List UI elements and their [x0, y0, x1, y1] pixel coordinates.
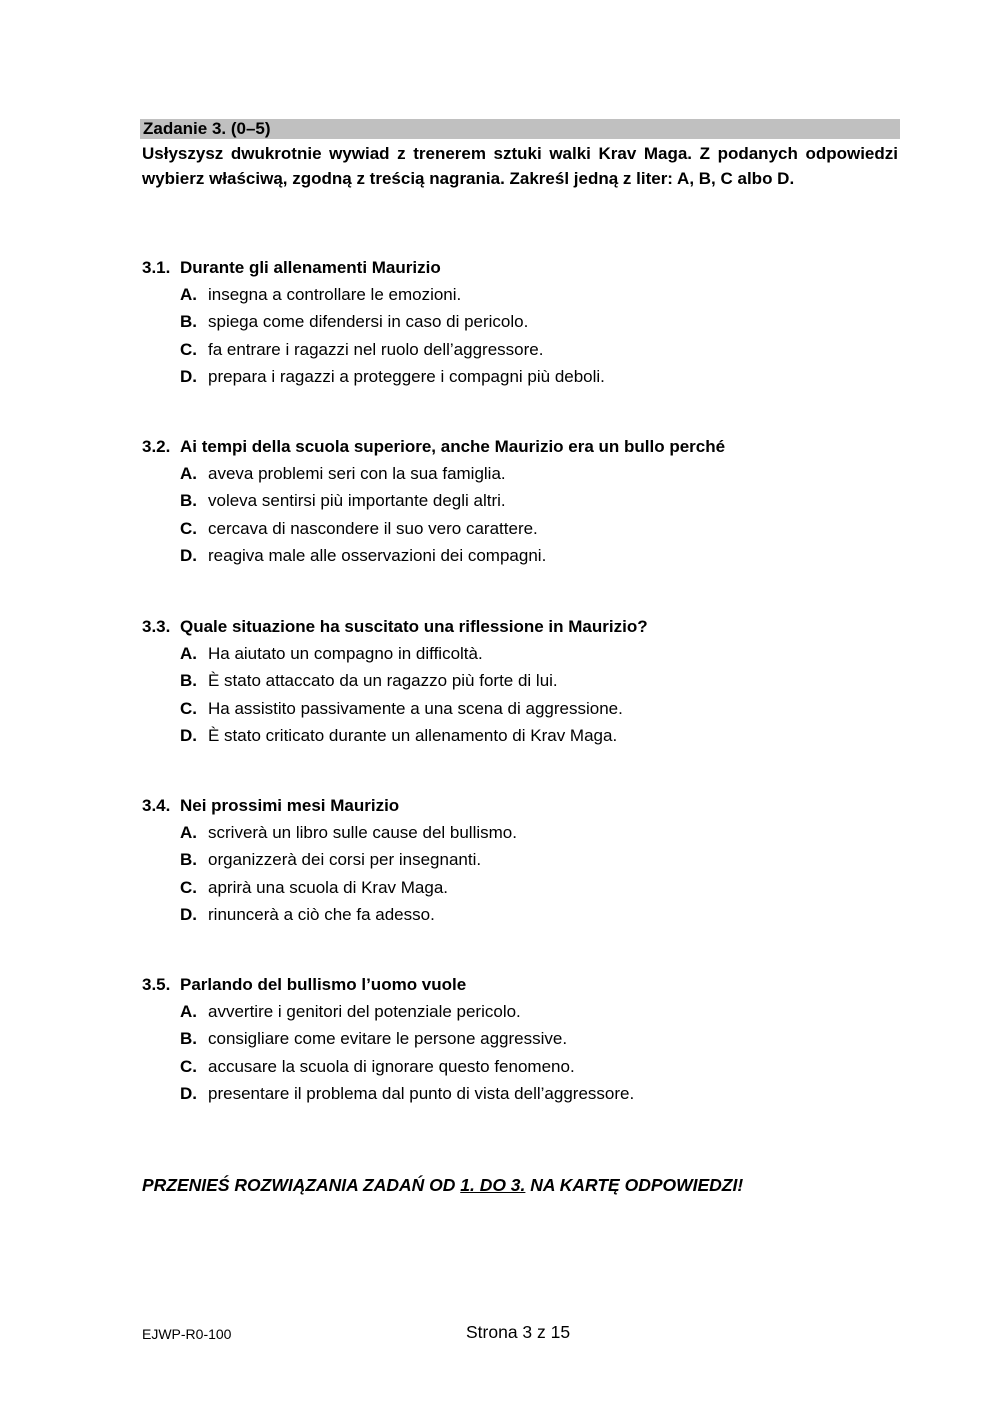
- option-letter: A.: [180, 644, 197, 663]
- question-3-5: [142, 974, 902, 1111]
- option-text: prepara i ragazzi a proteggere i compagni più deboli.: [208, 367, 605, 387]
- note-text-before: PRZENIEŚ ROZWIĄZANIA ZADAŃ OD: [142, 1175, 461, 1195]
- option-letter: B.: [180, 491, 197, 511]
- answer-option-b[interactable]: [142, 311, 902, 338]
- page-number: Strona 3 z 15: [466, 1322, 571, 1342]
- option-letter: C.: [180, 877, 197, 897]
- question-stem: [142, 795, 902, 822]
- option-letter: A.: [180, 285, 197, 304]
- answer-option-c[interactable]: [142, 339, 902, 366]
- option-letter: A.: [180, 823, 197, 842]
- option-letter: A.: [180, 464, 197, 483]
- question-number: 3.3.: [142, 617, 171, 636]
- option-text: reagiva male alle osservazioni dei compagni.: [208, 546, 547, 566]
- answer-option-a[interactable]: [142, 643, 902, 670]
- question-3-1: [142, 257, 902, 394]
- answer-options: [142, 643, 902, 753]
- option-text: organizzerà dei corsi per insegnanti.: [208, 850, 482, 870]
- option-text: insegna a controllare le emozioni.: [208, 285, 462, 304]
- question-text: Quale situazione ha suscitato una riflessione in Maurizio?: [180, 617, 648, 636]
- option-text: spiega come difendersi in caso di pericolo.: [208, 312, 529, 332]
- answer-options: [142, 1001, 902, 1111]
- option-letter: B.: [180, 1029, 197, 1049]
- option-letter: D.: [180, 1084, 197, 1104]
- answer-option-a[interactable]: [142, 822, 902, 849]
- answer-option-c[interactable]: [142, 877, 902, 904]
- question-number: 3.2.: [142, 437, 171, 456]
- question-stem: [142, 257, 902, 284]
- note-text-after: NA KARTĘ ODPOWIEDZI!: [525, 1175, 744, 1195]
- option-letter: C.: [180, 1056, 197, 1076]
- transfer-answers-note: [142, 1173, 743, 1197]
- option-text: avvertire i genitori del potenziale pericolo.: [208, 1002, 521, 1021]
- option-text: aprirà una scuola di Krav Maga.: [208, 877, 449, 897]
- document-code: EJWP-R0-100: [142, 1326, 232, 1342]
- answer-option-c[interactable]: [142, 698, 902, 725]
- answer-options: [142, 284, 902, 394]
- answer-option-d[interactable]: [142, 545, 902, 572]
- answer-option-a[interactable]: [142, 463, 902, 490]
- question-3-2: [142, 436, 902, 573]
- option-letter: D.: [180, 905, 197, 925]
- option-letter: D.: [180, 546, 197, 566]
- option-text: È stato attaccato da un ragazzo più forte di lui.: [208, 671, 558, 691]
- answer-options: [142, 822, 902, 932]
- answer-option-b[interactable]: [142, 1028, 902, 1055]
- question-3-4: [142, 795, 902, 932]
- answer-options: [142, 463, 902, 573]
- option-letter: B.: [180, 312, 197, 332]
- task-header: Zadanie 3. (0–5): [140, 119, 900, 139]
- answer-option-c[interactable]: [142, 1056, 902, 1083]
- answer-option-d[interactable]: [142, 1083, 902, 1110]
- answer-option-d[interactable]: [142, 725, 902, 752]
- answer-option-a[interactable]: [142, 1001, 902, 1028]
- option-text: voleva sentirsi più importante degli altri.: [208, 491, 506, 511]
- option-letter: D.: [180, 367, 197, 387]
- option-letter: B.: [180, 850, 197, 870]
- option-text: accusare la scuola di ignorare questo fenomeno.: [208, 1056, 575, 1076]
- question-stem: [142, 436, 902, 463]
- option-letter: D.: [180, 726, 197, 746]
- answer-option-b[interactable]: [142, 490, 902, 517]
- option-text: Ha aiutato un compagno in difficoltà.: [208, 644, 483, 663]
- question-number: 3.4.: [142, 796, 171, 815]
- option-text: Ha assistito passivamente a una scena di aggressione.: [208, 698, 623, 718]
- question-text: Durante gli allenamenti Maurizio: [180, 258, 441, 277]
- option-text: rinuncerà a ciò che fa adesso.: [208, 905, 435, 925]
- answer-option-c[interactable]: [142, 518, 902, 545]
- option-text: fa entrare i ragazzi nel ruolo dell’aggressore.: [208, 339, 544, 359]
- option-letter: B.: [180, 671, 197, 691]
- option-text: consigliare come evitare le persone aggressive.: [208, 1029, 568, 1049]
- option-text: presentare il problema dal punto di vista dell’aggressore.: [208, 1084, 635, 1104]
- question-stem: [142, 616, 902, 643]
- question-stem: [142, 974, 902, 1001]
- option-letter: C.: [180, 698, 197, 718]
- question-text: Nei prossimi mesi Maurizio: [180, 796, 400, 815]
- option-text: scriverà un libro sulle cause del bullismo.: [208, 823, 517, 842]
- option-text: È stato criticato durante un allenamento di Krav Maga.: [208, 726, 618, 746]
- option-text: cercava di nascondere il suo vero carattere.: [208, 518, 538, 538]
- note-text-underlined: 1. DO 3.: [460, 1175, 526, 1195]
- answer-option-d[interactable]: [142, 366, 902, 393]
- option-text: aveva problemi seri con la sua famiglia.: [208, 464, 506, 483]
- answer-option-b[interactable]: [142, 670, 902, 697]
- question-text: Ai tempi della scuola superiore, anche Maurizio era un bullo perché: [180, 437, 726, 456]
- question-number: 3.5.: [142, 975, 171, 994]
- option-letter: C.: [180, 518, 197, 538]
- option-letter: C.: [180, 339, 197, 359]
- question-number: 3.1.: [142, 258, 171, 277]
- question-3-3: [142, 616, 902, 753]
- answer-option-d[interactable]: [142, 904, 902, 931]
- option-letter: A.: [180, 1002, 197, 1021]
- answer-option-a[interactable]: [142, 284, 902, 311]
- question-text: Parlando del bullismo l’uomo vuole: [180, 975, 467, 994]
- answer-option-b[interactable]: [142, 849, 902, 876]
- task-instruction: Usłyszysz dwukrotnie wywiad z trenerem sztuki walki Krav Maga. Z podanych odpowiedzi wybierz właściwą, zgodną z treścią nagrania. Zakreśl jedną z liter: A, B, C albo D.: [142, 144, 898, 188]
